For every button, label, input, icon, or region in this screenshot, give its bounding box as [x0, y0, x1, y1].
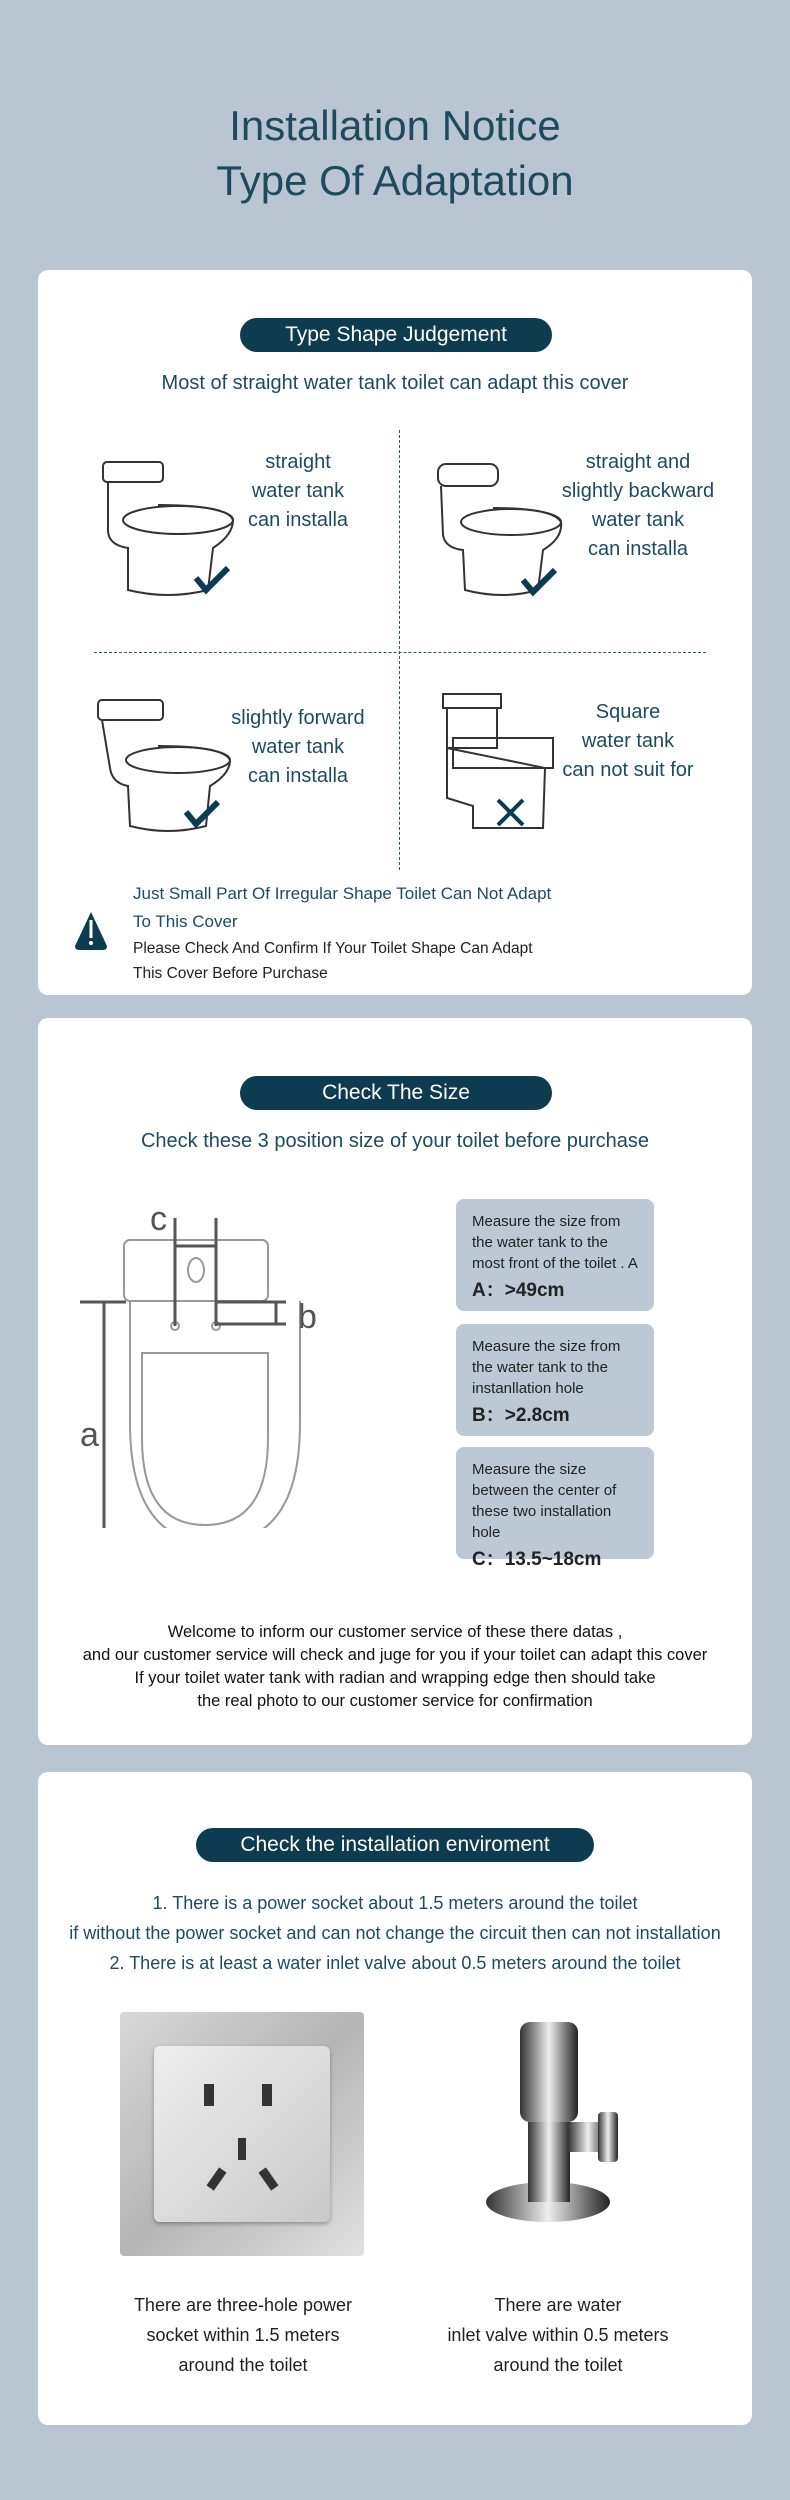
divider-vertical — [399, 430, 400, 870]
label-a: a — [80, 1416, 99, 1454]
water-valve-image — [458, 2012, 658, 2252]
measure-box-a: Measure the size from the water tank to the most front of the toilet . A A：>49cm — [456, 1199, 654, 1311]
power-socket-image — [120, 2012, 364, 2256]
section-subtitle: Most of straight water tank toilet can adapt this cover — [161, 372, 629, 394]
toilet-size-diagram — [78, 1198, 348, 1528]
environment-card — [38, 1772, 752, 2425]
size-card — [38, 1018, 752, 1745]
divider-horizontal — [94, 652, 706, 653]
section-pill: Check the installation enviroment — [196, 1828, 594, 1862]
shape-label: straight water tank can installa — [247, 451, 349, 531]
measure-box-c: Measure the size between the center of these two installation hole C：13.5~18cm — [456, 1447, 654, 1559]
shape-label: Square water tank can not suit for — [562, 701, 694, 781]
env-requirements: 1. There is a power socket about 1.5 meters around the toilet if without the power socket and can not change the circuit then can not installation 2. There is at least a water inlet valve about 0.5 meters around the toilet — [69, 1893, 721, 1973]
label-b: b — [298, 1298, 317, 1336]
section-pill: Check The Size — [240, 1076, 552, 1110]
size-notes: Welcome to inform our customer service of these there datas , and our customer service will check and juge for you if your toilet can adapt this cover If your toilet water tank with radian and wrapping edge then should take the real photo to our customer service for confirmation — [82, 1623, 708, 1710]
valve-caption: There are water inlet valve within 0.5 meters around the toilet — [447, 2295, 669, 2375]
shape-label: slightly forward water tank can installa — [231, 707, 365, 787]
shape-label: straight and slightly backward water tank can installa — [561, 451, 715, 560]
warning-text: Just Small Part Of Irregular Shape Toilet Can Not Adapt To This Cover — [133, 884, 552, 931]
socket-caption: There are three-hole power socket within 1.5 meters around the toilet — [133, 2295, 353, 2375]
measure-box-b: Measure the size from the water tank to the instanllation hole B：>2.8cm — [456, 1324, 654, 1436]
page-title-line1: Installation Notice — [229, 102, 561, 149]
section-pill: Type Shape Judgement — [240, 318, 552, 352]
section-subtitle: Check these 3 position size of your toilet before purchase — [140, 1130, 650, 1152]
type-shape-card — [38, 270, 752, 995]
label-c: c — [150, 1200, 167, 1238]
warning-icon — [74, 910, 108, 952]
page-title-line2: Type Of Adaptation — [216, 157, 574, 204]
warning-subtext: Please Check And Confirm If Your Toilet Shape Can Adapt This Cover Before Purchase — [133, 940, 533, 982]
